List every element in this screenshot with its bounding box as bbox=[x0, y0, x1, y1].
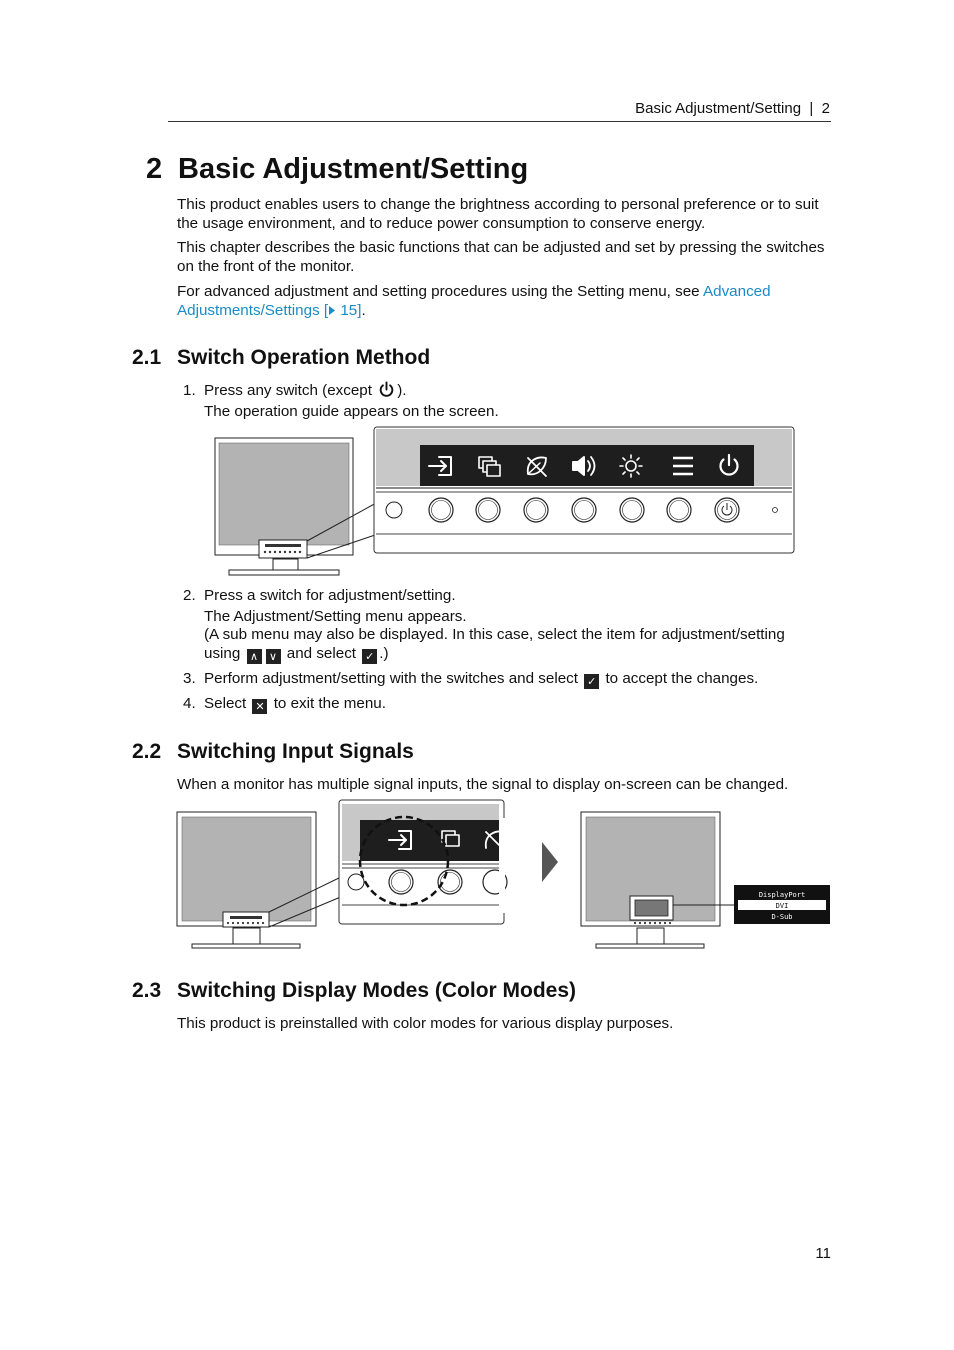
arrow-right-icon bbox=[542, 842, 558, 882]
section-2-3-title: Switching Display Modes (Color Modes) bbox=[177, 979, 577, 1002]
advanced-adjustments-link-page: 15] bbox=[336, 302, 362, 319]
monitor-stand-base bbox=[596, 944, 704, 948]
header-rule bbox=[168, 121, 831, 122]
operation-guide-bar bbox=[420, 445, 754, 486]
step-2-text: Press a switch for adjustment/setting. bbox=[204, 587, 456, 604]
section-2-3-heading bbox=[132, 979, 576, 1003]
page-arrow-icon bbox=[328, 305, 336, 316]
section-2-2-number: 2.2 bbox=[132, 740, 162, 763]
section-2-2-body: When a monitor has multiple signal inputs, the signal to display on-screen can be changed. bbox=[177, 776, 789, 793]
monitor-stand-neck bbox=[273, 559, 298, 570]
chapter-title-text: Basic Adjustment/Setting bbox=[178, 153, 529, 185]
step-1-text-b: ). bbox=[397, 382, 407, 399]
front-switch[interactable] bbox=[429, 498, 453, 522]
running-header: Basic Adjustment/Setting | 2 bbox=[635, 100, 830, 117]
step-2-sub-3 bbox=[204, 644, 834, 664]
step-1 bbox=[183, 381, 833, 400]
input-switch[interactable] bbox=[389, 870, 413, 894]
front-switch[interactable] bbox=[667, 498, 691, 522]
page-number: 11 bbox=[815, 1245, 831, 1262]
intro-3-prefix: For advanced adjustment and setting procedures using the Setting menu, see bbox=[177, 283, 703, 300]
power-indicator bbox=[773, 508, 778, 513]
section-2-2-heading bbox=[132, 740, 414, 764]
monitor-screen bbox=[219, 443, 349, 545]
step-3-text-b: to accept the changes. bbox=[605, 670, 759, 687]
input-option-displayport[interactable]: DisplayPort bbox=[758, 891, 806, 899]
step-3 bbox=[183, 669, 833, 689]
intro-paragraph-2: This chapter describes the basic functions that can be adjusted and set by pressing the switches on the front of the monitor. bbox=[177, 239, 825, 275]
monitor-stand-base bbox=[229, 570, 339, 575]
monitor-stand-neck bbox=[637, 928, 664, 944]
section-2-3-body: This product is preinstalled with color modes for various display purposes. bbox=[177, 1015, 674, 1032]
monitor-stand-base bbox=[192, 944, 300, 948]
section-2-3-number: 2.3 bbox=[132, 979, 162, 1002]
down-icon: ∨ bbox=[266, 649, 281, 664]
section-2-1-title: Switch Operation Method bbox=[177, 346, 431, 369]
chapter-title bbox=[146, 153, 528, 186]
step-2 bbox=[183, 586, 833, 605]
front-switch[interactable] bbox=[476, 498, 500, 522]
section-2-1-number: 2.1 bbox=[132, 346, 162, 369]
step-4-text-a: Select bbox=[204, 695, 247, 712]
mini-guide-bar bbox=[265, 544, 301, 547]
step-4 bbox=[183, 694, 833, 714]
checkmark-icon: ✓ bbox=[362, 649, 377, 664]
section-2-2-title: Switching Input Signals bbox=[177, 740, 414, 763]
operation-guide-figure bbox=[205, 424, 805, 582]
step-3-number: 3. bbox=[183, 670, 196, 687]
step-2-sub-1: The Adjustment/Setting menu appears. bbox=[204, 608, 467, 625]
intro-paragraph-1: This product enables users to change the brightness according to personal preference or to suit the usage environment, and to reduce power consumption to conserve energy. bbox=[177, 196, 819, 232]
monitor-screen bbox=[182, 817, 311, 921]
section-2-1-heading bbox=[132, 346, 430, 370]
close-icon: ✕ bbox=[252, 699, 267, 714]
intro-paragraph-3 bbox=[177, 282, 832, 320]
touch-sensor bbox=[386, 502, 402, 518]
guide-callout-box bbox=[259, 540, 307, 558]
step-2-sub-2: (A sub menu may also be displayed. In this case, select the item for adjustment/setting bbox=[204, 626, 785, 643]
guide-callout-box bbox=[223, 912, 269, 927]
checkmark-icon: ✓ bbox=[584, 674, 599, 689]
input-popup-inner bbox=[635, 900, 668, 916]
step-2-end: .) bbox=[379, 645, 389, 662]
mini-guide-bar bbox=[230, 916, 262, 919]
step-2-number: 2. bbox=[183, 587, 196, 604]
step-3-text-a: Perform adjustment/setting with the switches and select bbox=[204, 670, 578, 687]
front-switch[interactable] bbox=[620, 498, 644, 522]
step-4-text-b: to exit the menu. bbox=[273, 695, 386, 712]
input-option-dvi[interactable]: DVI bbox=[775, 902, 789, 910]
advanced-adjustments-link-text: Advanced Adjustments/Settings [ bbox=[177, 283, 771, 319]
input-switching-figure bbox=[170, 798, 840, 958]
step-1-sub: The operation guide appears on the screen. bbox=[204, 403, 499, 420]
step-1-number: 1. bbox=[183, 382, 196, 399]
step-4-number: 4. bbox=[183, 695, 196, 712]
power-icon bbox=[378, 381, 395, 398]
front-switch[interactable] bbox=[572, 498, 596, 522]
intro-3-suffix: . bbox=[361, 302, 366, 319]
monitor-stand-neck bbox=[233, 928, 260, 944]
input-option-d-sub[interactable]: D-Sub bbox=[771, 913, 793, 921]
front-switch[interactable] bbox=[524, 498, 548, 522]
step-2-using: using bbox=[204, 645, 241, 662]
zoom-clip bbox=[499, 818, 505, 913]
chapter-number: 2 bbox=[146, 153, 163, 185]
step-1-text-a: Press any switch (except bbox=[204, 382, 377, 399]
step-2-and-select: and select bbox=[286, 645, 357, 662]
power-switch[interactable] bbox=[715, 498, 739, 522]
up-icon: ∧ bbox=[247, 649, 262, 664]
